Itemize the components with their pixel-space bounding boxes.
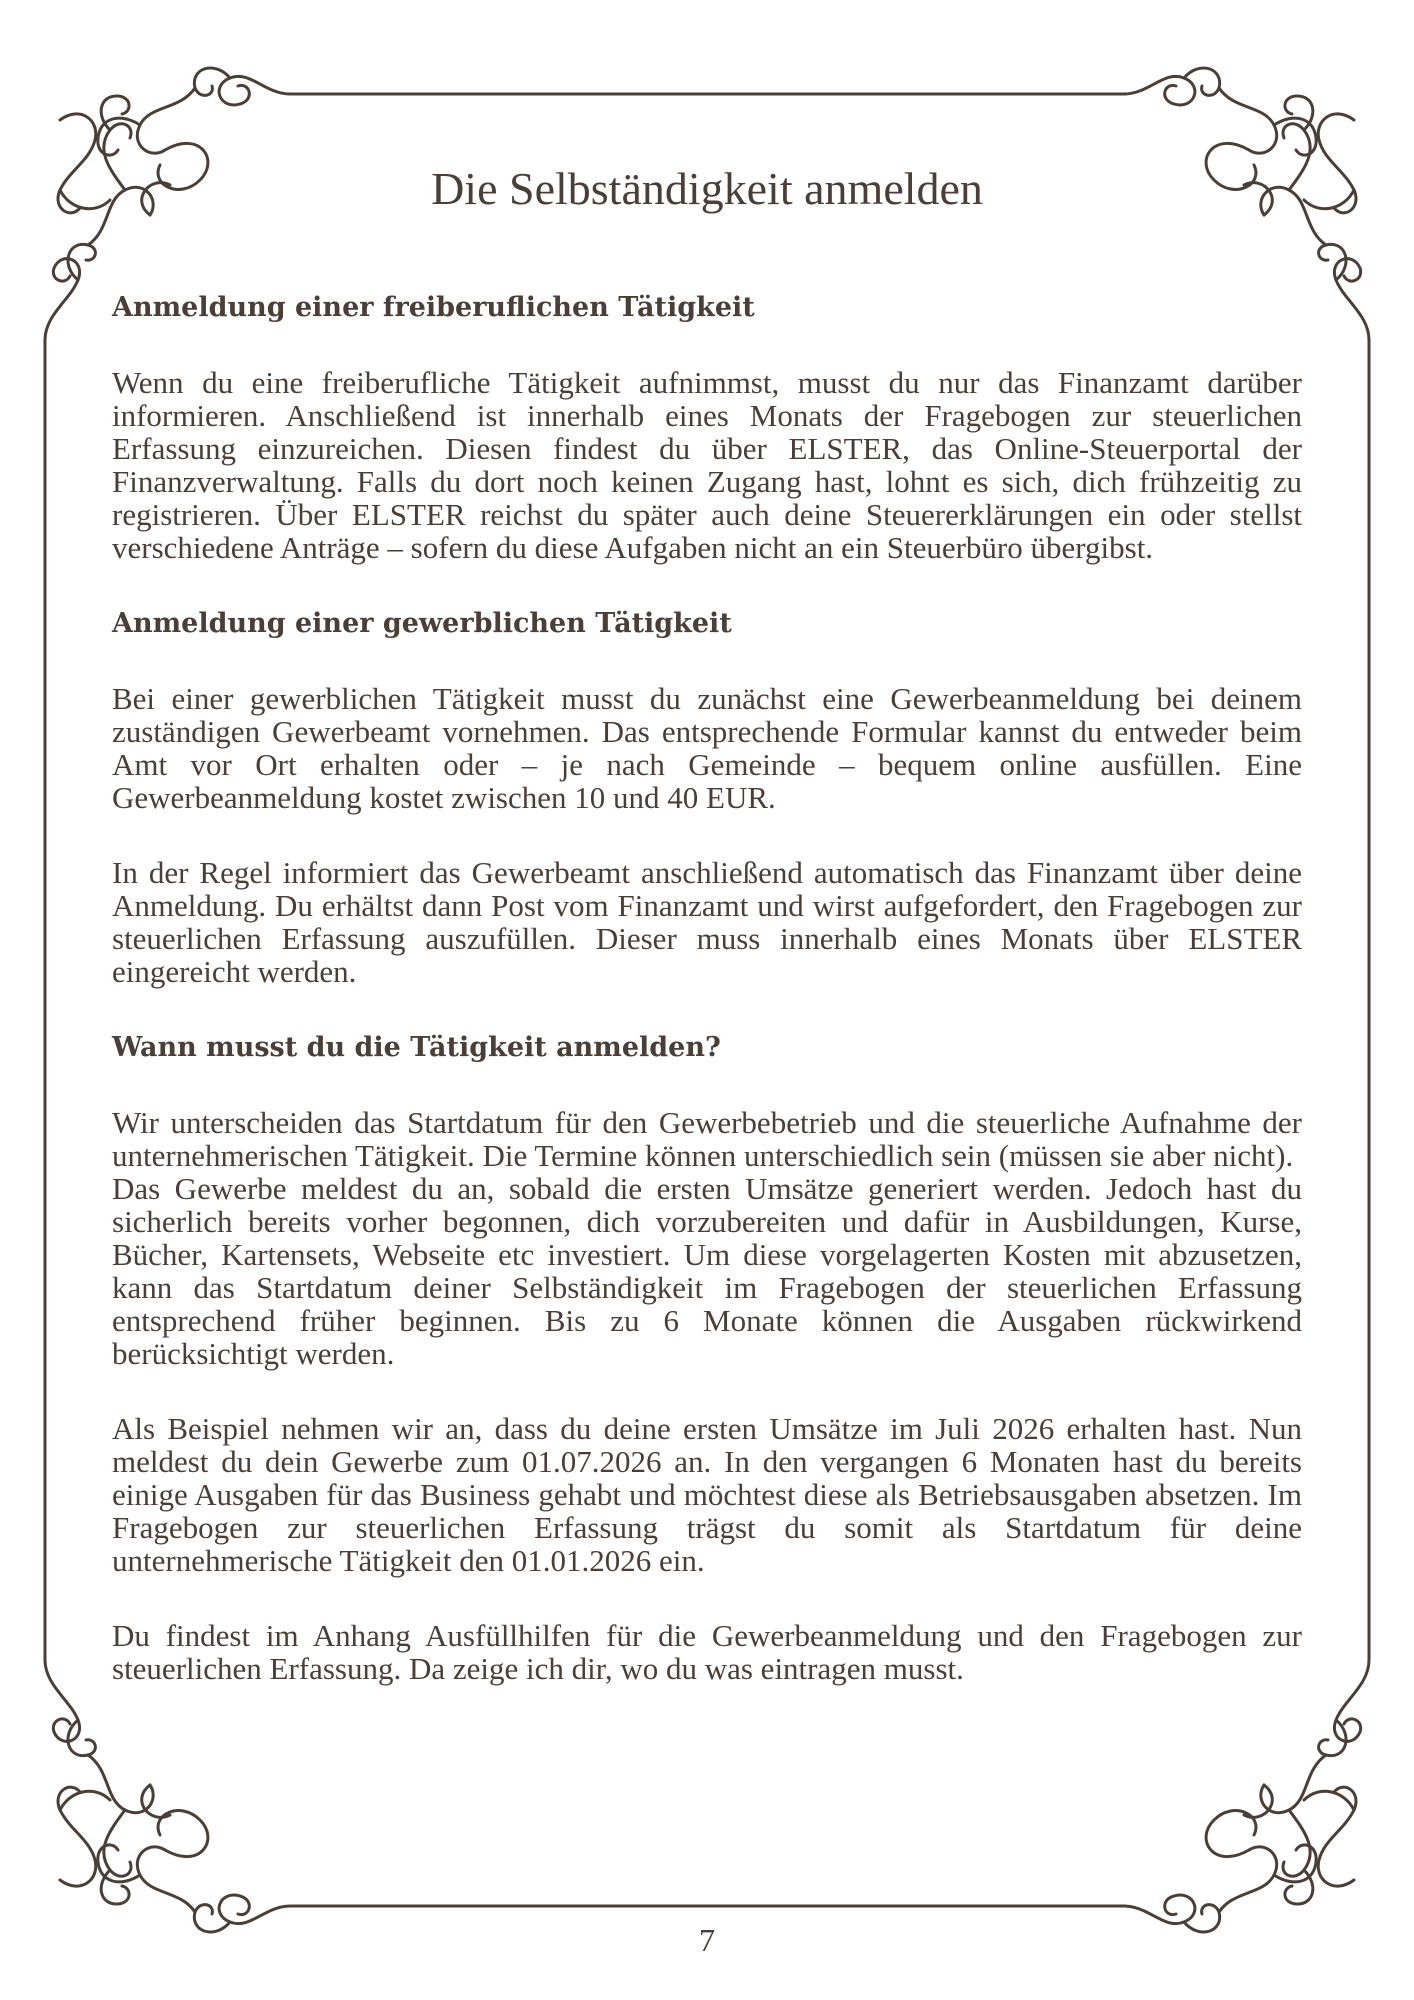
paragraph: Als Beispiel nehmen wir an, dass du deine ersten Umsätze im Juli 2026 erhalten hast. Nun meldest du dein Gewerbe zum 01.07.2026 an. In den vergangen 6 Monaten hast du bereits einige Ausgaben für das Business gehabt und möchtest diese als Betriebsausgaben absetzen. Im Fragebogen zur steuerlichen Erfassung trägst du somit als Startdatum für deine unternehmerische Tätigkeit den 01.01.2026 ein. <box>112 1411 1302 1578</box>
paragraph: Bei einer gewerblichen Tätigkeit musst du zunächst eine Gewerbeanmeldung bei deinem zuständigen Gewerbeamt vornehmen. Das entsprechende Formular kannst du entweder beim Amt vor Ort erhalten oder – je nach Gemeinde – bequem online ausfüllen. Eine Gewerbeanmeldung kostet zwischen 10 und 40 EUR. <box>112 681 1302 815</box>
section-heading-gewerblich: Anmeldung einer gewerblichen Tätigkeit <box>112 608 732 639</box>
main-content <box>112 290 1302 1727</box>
paragraph: In der Regel informiert das Gewerbeamt anschließend automatisch das Finanzamt über deine Anmeldung. Du erhältst dann Post vom Finanzamt und wirst aufgefordert, den Fragebogen zur steuerlichen Erfassung auszufüllen. Dieser muss innerhalb eines Monats über ELSTER eingereicht werden. <box>112 855 1302 989</box>
paragraph: Du findest im Anhang Ausfüllhilfen für die Gewerbeanmeldung und den Fragebogen zur steuerlichen Erfassung. Da zeige ich dir, wo du was eintragen musst. <box>112 1618 1302 1686</box>
section-heading-wann-anmelden: Wann musst du die Tätigkeit anmelden? <box>112 1032 721 1063</box>
page-number: 7 <box>699 1922 715 1958</box>
paragraph: Wir unterscheiden das Startdatum für den Gewerbebetrieb und die steuerliche Aufnahme der unternehmerischen Tätigkeit. Die Termine können unterschiedlich sein (müssen sie aber nicht). <box>112 1105 1302 1173</box>
section-heading-freiberuflich: Anmeldung einer freiberuflichen Tätigkeit <box>112 292 755 323</box>
page-title: Die Selbständigkeit anmelden <box>431 163 983 214</box>
paragraph: Wenn du eine freiberufliche Tätigkeit aufnimmst, musst du nur das Finanzamt darüber informieren. Anschließend ist innerhalb eines Monats der Fragebogen zur steuerlichen Erfassung einzureichen. Diesen findest du über ELSTER, das Online-Steuerportal der Finanzverwaltung. Falls du dort noch keinen Zugang hast, lohnt es sich, dich frühzeitig zu registrieren. Über ELSTER reichst du später auch deine Steuererklärungen ein oder stellst verschiedene Anträge – sofern du diese Aufgaben nicht an ein Steuerbüro übergibst. <box>112 365 1302 565</box>
paragraph: Das Gewerbe meldest du an, sobald die ersten Umsätze generiert werden. Jedoch hast du sicherlich bereits vorher begonnen, dich vorzubereiten und dafür in Ausbildungen, Kurse, Bücher, Kartensets, Webseite etc investiert. Um diese vorgelagerten Kosten mit abzusetzen, kann das Startdatum deiner Selbständigkeit im Fragebogen der steuerlichen Erfassung entsprechend früher beginnen. Bis zu 6 Monate können die Ausgaben rückwirkend berücksichtigt werden. <box>112 1171 1302 1371</box>
